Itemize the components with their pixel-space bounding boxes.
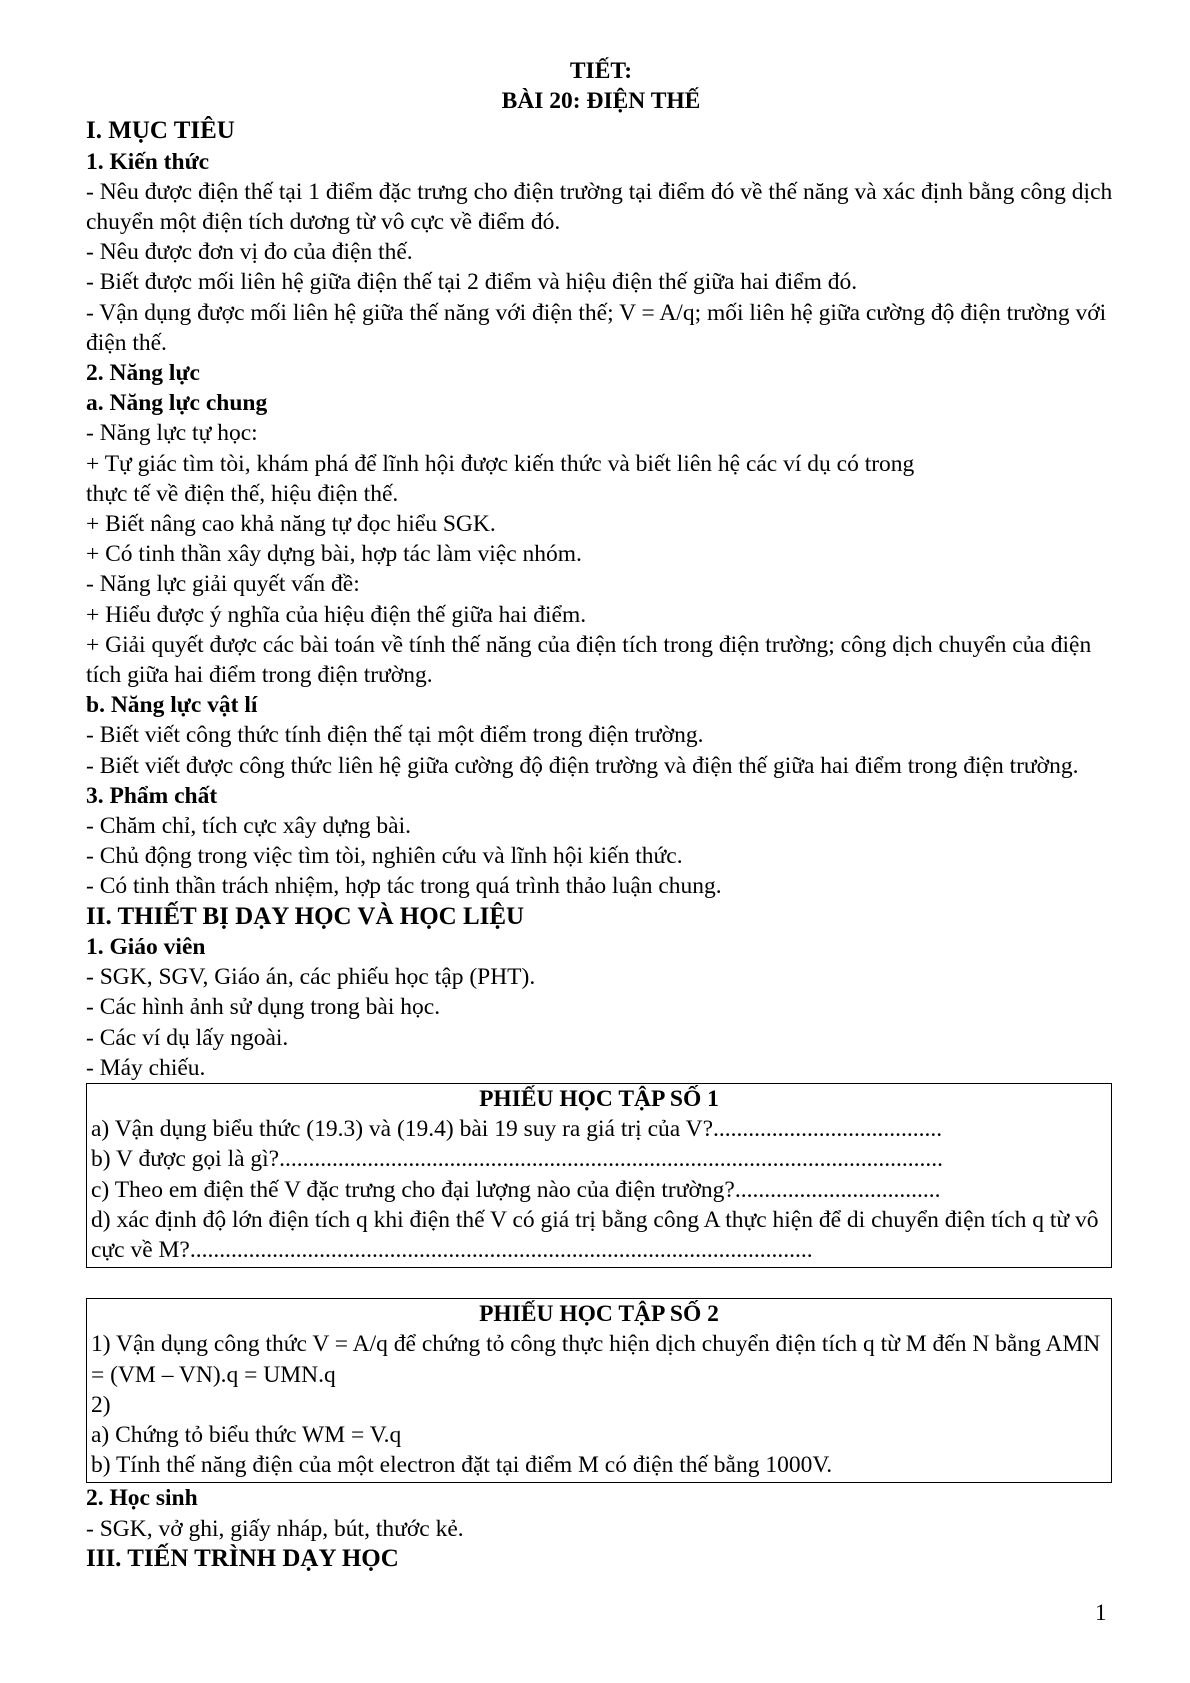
worksheet-1-question: c) Theo em điện thế V đặc trưng cho đại lượng nào của điện trường?................................... <box>91 1176 941 1203</box>
qualities-item: - Có tinh thần trách nhiệm, hợp tác trong quá trình thảo luận chung. <box>86 873 722 900</box>
qualities-list <box>86 811 1116 902</box>
lesson-title: BÀI 20: ĐIỆN THẾ <box>501 88 701 115</box>
general-competency-item: - Năng lực tự học: <box>86 420 258 447</box>
general-competency-item: + Tự giác tìm tòi, khám phá để lĩnh hội được kiến thức và biết liên hệ các ví dụ có trong <box>86 450 915 477</box>
knowledge-item: - Nêu được điện thế tại 1 điểm đặc trưng cho điện trường tại điểm đó về thế năng và xác định bằng công dịch chuyển một điện tích dương từ vô cực về điểm đó. <box>86 178 1113 236</box>
general-competency-list <box>86 418 1116 690</box>
document-page <box>86 56 1116 1574</box>
worksheet-2-title: PHIẾU HỌC TẬP SỐ 2 <box>479 1301 719 1328</box>
student-heading: 2. Học sinh <box>86 1485 198 1512</box>
teacher-item: - SGK, SGV, Giáo án, các phiếu học tập (PHT). <box>86 964 536 991</box>
worksheet-1-title: PHIẾU HỌC TẬP SỐ 1 <box>479 1085 719 1112</box>
worksheet-1-question: b) V được gọi là gì?................................................................................................................. <box>91 1146 943 1173</box>
qualities-item: - Chăm chỉ, tích cực xây dựng bài. <box>86 813 412 840</box>
knowledge-heading: 1. Kiến thức <box>86 148 210 175</box>
knowledge-item: - Nêu được đơn vị đo của điện thế. <box>86 239 413 266</box>
student-item: - SGK, vở ghi, giấy nháp, bút, thước kẻ. <box>86 1515 464 1542</box>
worksheet-2-question: 2) <box>91 1391 111 1418</box>
spacer <box>86 1268 1116 1298</box>
general-competency-item: + Biết nâng cao khả năng tự đọc hiểu SGK. <box>86 511 496 538</box>
section-3-heading: III. TIẾN TRÌNH DẠY HỌC <box>86 1544 399 1572</box>
general-competency-item: + Có tinh thần xây dựng bài, hợp tác làm việc nhóm. <box>86 541 582 568</box>
teacher-heading: 1. Giáo viên <box>86 933 206 960</box>
worksheet-2-question: a) Chứng tỏ biểu thức WM = V.q <box>91 1421 402 1448</box>
worksheet-1-box <box>86 1083 1112 1268</box>
worksheet-2-question: 1) Vận dụng công thức V = A/q để chứng tỏ công thực hiện dịch chuyển điện tích q từ M đến N bằng AMN = (VM – VN).q = UMN.q <box>91 1331 1101 1388</box>
knowledge-item: - Vận dụng được mối liên hệ giữa thế năng với điện thế; V = A/q; mối liên hệ giữa cường độ điện trường với điện thế. <box>86 299 1107 356</box>
worksheet-1-question: a) Vận dụng biểu thức (19.3) và (19.4) bài 19 suy ra giá trị của V?....................................... <box>91 1116 943 1143</box>
competency-heading: 2. Năng lực <box>86 360 200 387</box>
page-number: 1 <box>1095 1600 1107 1625</box>
general-competency-item: - Năng lực giải quyết vấn đề: <box>86 571 360 598</box>
general-competency-heading: a. Năng lực chung <box>86 390 268 417</box>
qualities-item: - Chủ động trong việc tìm tòi, nghiên cứu và lĩnh hội kiến thức. <box>86 843 683 870</box>
general-competency-item: + Giải quyết được các bài toán về tính thế năng của điện tích trong điện trường; công dịch chuyển của điện tích giữa hai điểm trong điện trường. <box>86 631 1092 689</box>
lesson-period: TIẾT: <box>569 58 633 84</box>
general-competency-item: thực tế về điện thế, hiệu điện thế. <box>86 480 399 507</box>
physics-competency-item: - Biết viết công thức tính điện thế tại một điểm trong điện trường. <box>86 722 704 749</box>
worksheet-1-question: d) xác định độ lớn điện tích q khi điện thế V có giá trị bằng công A thực hiện để di chuyển điện tích q từ vô cực về M?.......................................................................................................... <box>91 1206 1099 1263</box>
worksheet-2-box <box>86 1298 1112 1483</box>
qualities-heading: 3. Phẩm chất <box>86 782 218 809</box>
physics-competency-item: - Biết viết được công thức liên hệ giữa cường độ điện trường và điện thế giữa hai điểm trong điện trường. <box>86 752 1079 779</box>
physics-competency-list <box>86 720 1116 780</box>
teacher-item: - Các ví dụ lấy ngoài. <box>86 1024 289 1051</box>
teacher-item: - Các hình ảnh sử dụng trong bài học. <box>86 994 441 1021</box>
knowledge-list <box>86 177 1116 358</box>
general-competency-item: + Hiểu được ý nghĩa của hiệu điện thế giữa hai điểm. <box>86 601 587 628</box>
section-2-heading: II. THIẾT BỊ DẠY HỌC VÀ HỌC LIỆU <box>86 902 525 930</box>
worksheet-2-question: b) Tính thế năng điện của một electron đặt tại điểm M có điện thế bằng 1000V. <box>91 1452 833 1479</box>
physics-competency-heading: b. Năng lực vật lí <box>86 692 258 719</box>
section-1-heading: I. MỤC TIÊU <box>86 117 235 145</box>
teacher-item: - Máy chiếu. <box>86 1054 206 1081</box>
knowledge-item: - Biết được mối liên hệ giữa điện thế tại 2 điểm và hiệu điện thế giữa hai điểm đó. <box>86 269 858 296</box>
teacher-list <box>86 962 1116 1083</box>
